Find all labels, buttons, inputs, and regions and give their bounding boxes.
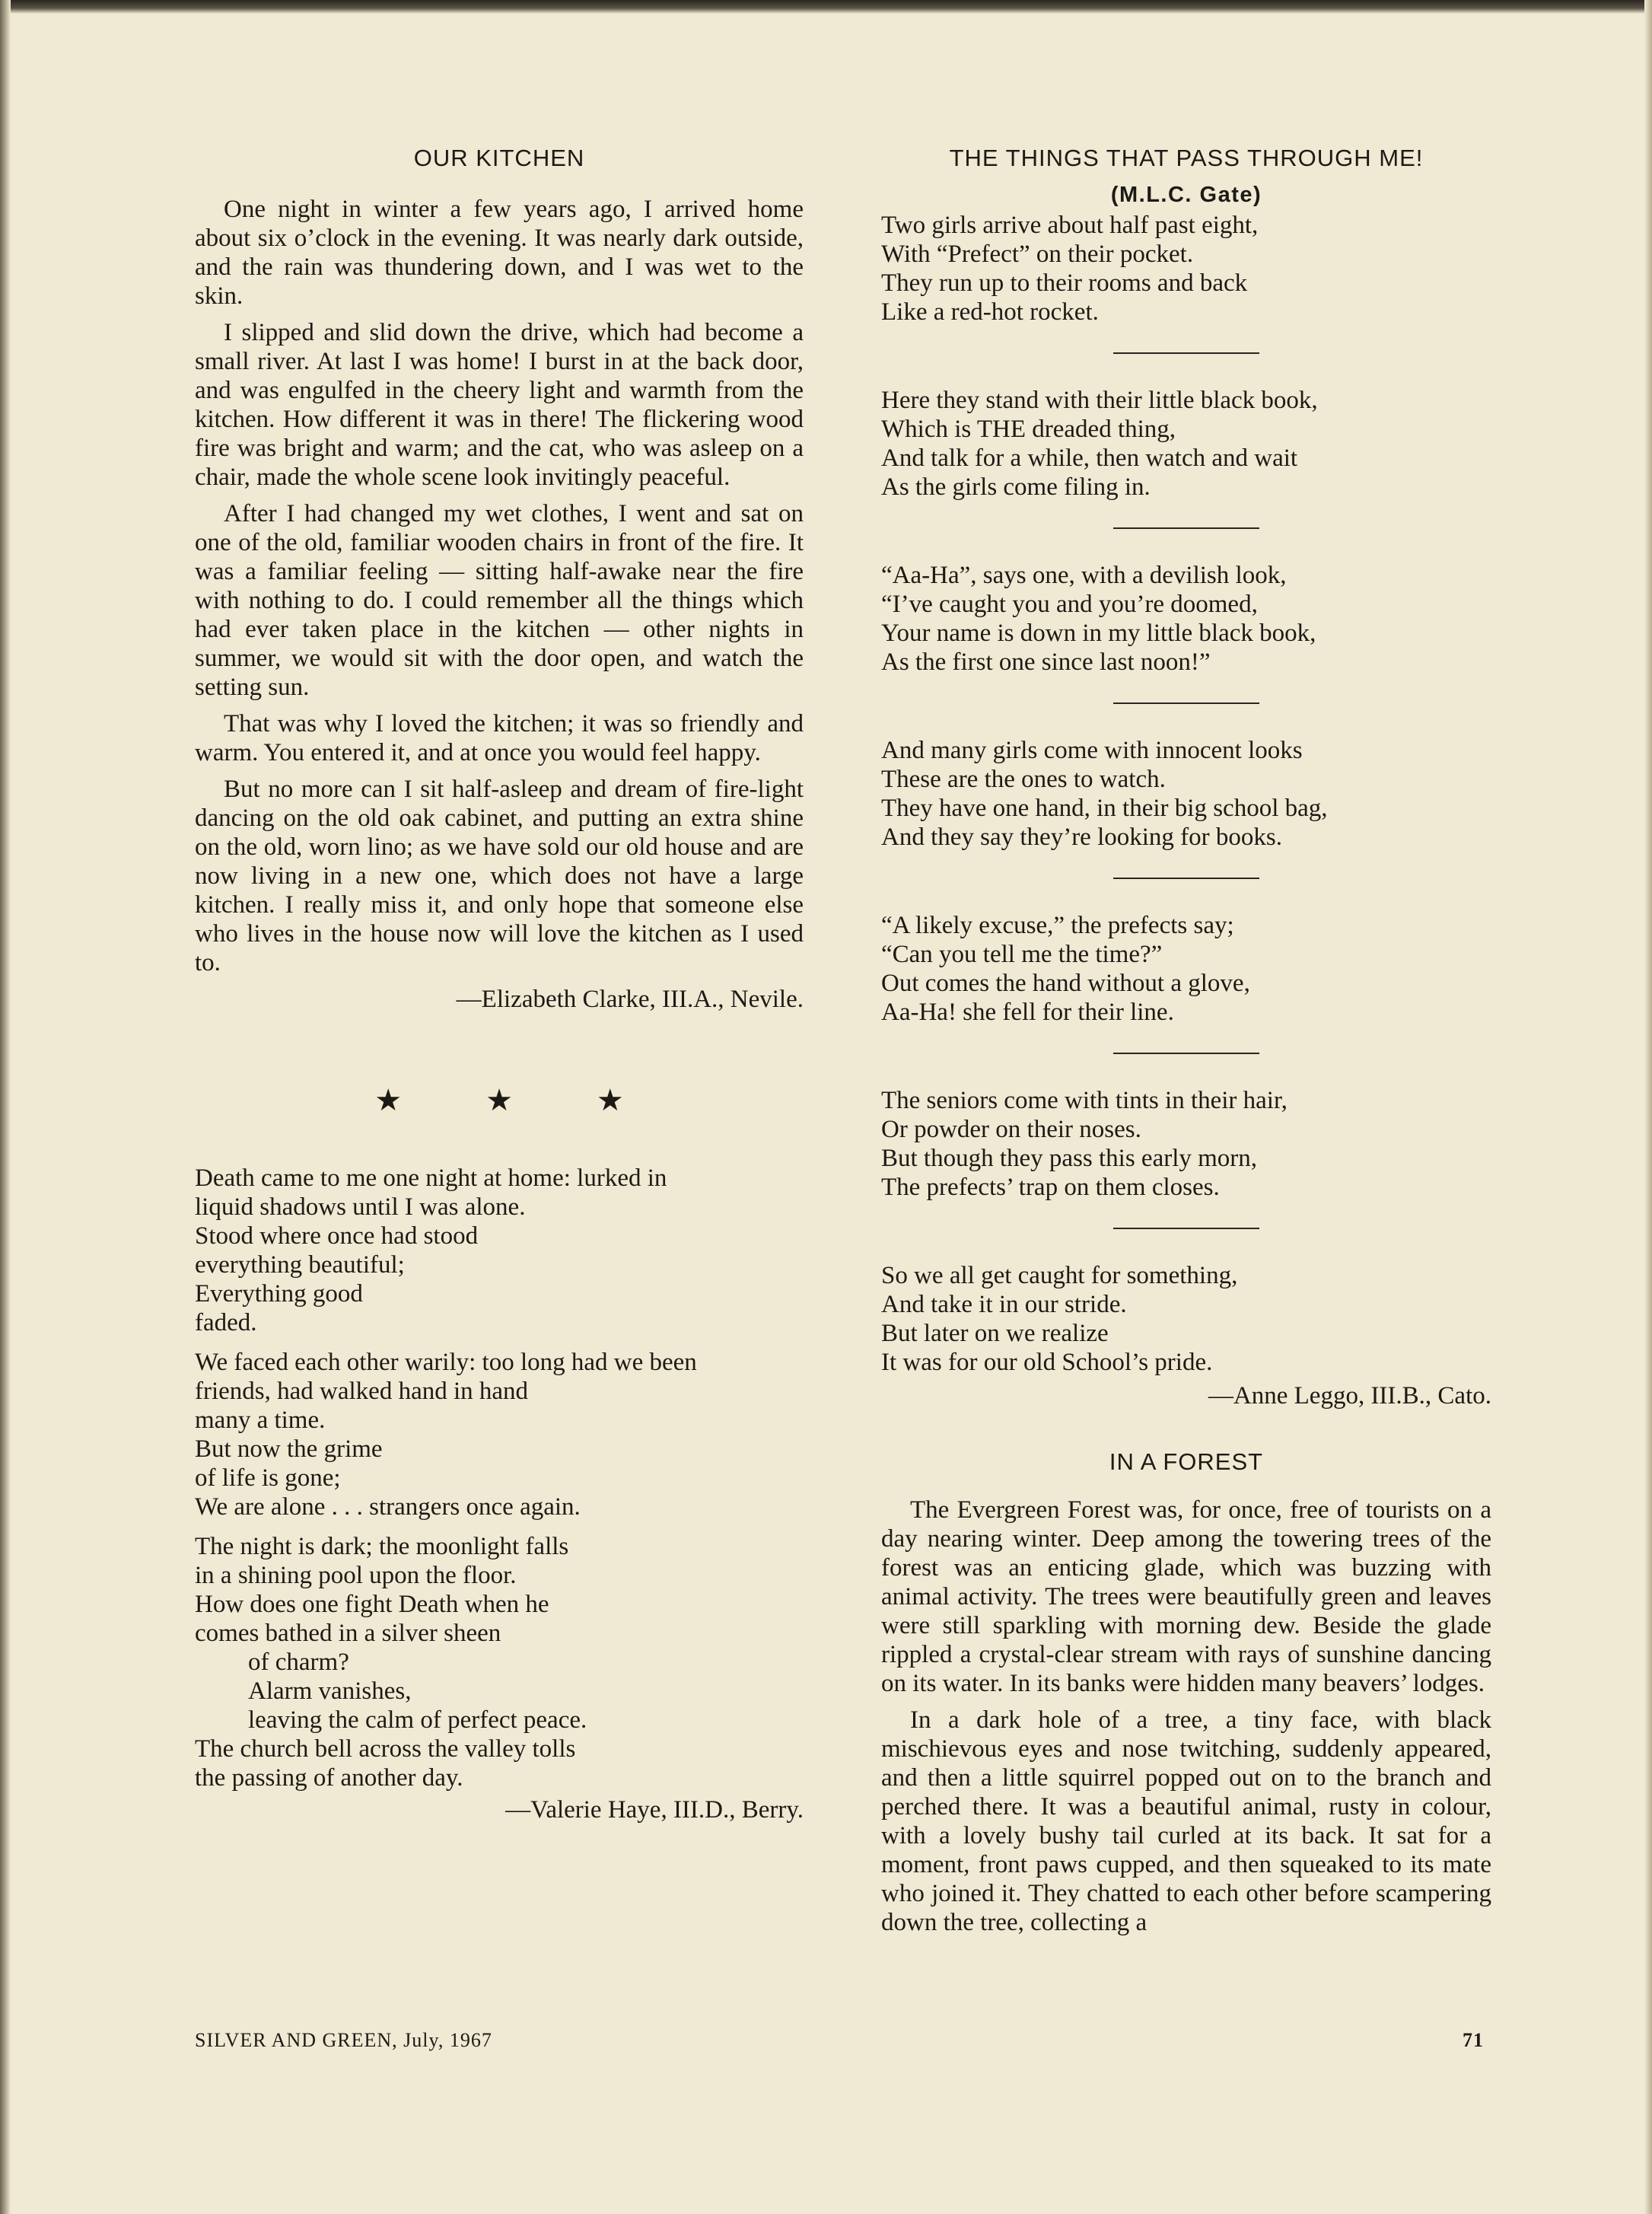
stanza xyxy=(881,561,1491,677)
stanza xyxy=(881,1261,1491,1377)
poem-line: Stood where once had stood xyxy=(195,1222,479,1250)
poem-line: “I’ve caught you and you’re doomed, xyxy=(881,591,1258,618)
kitchen-paragraph: But no more can I sit half-asleep and dream of fire-light dancing on the old oak cabinet, and putting an extra shine on the old, worn lino; as we have sold our old house and are now living in a new one, which does not have a large kitchen. I really miss it, and only hope that someone else who lives in the house now will love the kitchen as I used to. xyxy=(195,776,804,976)
kitchen-paragraph: That was why I loved the kitchen; it was so friendly and warm. You entered it, and at once you would feel happy. xyxy=(195,710,804,766)
page-number: 71 xyxy=(1463,2029,1484,2051)
footer-publication: SILVER AND GREEN, July, 1967 xyxy=(195,2029,492,2051)
forest-paragraph: In a dark hole of a tree, a tiny face, with black mischievous eyes and nose twitching, suddenly appeared, and then a little squirrel popped out on to the branch and perched there. It was a beautiful animal, rusty in colour, with a lovely bushy tail curled at its back. It sat for a moment, front paws cupped, and then squeaked to its mate who joined it. They chatted to each other before scampering down the tree, collecting a xyxy=(881,1706,1491,1936)
poem-line: As the girls come filing in. xyxy=(881,473,1151,501)
poem-line: These are the ones to watch. xyxy=(881,766,1166,793)
poem-line: friends, had walked hand in hand xyxy=(195,1378,529,1405)
poem-line: And talk for a while, then watch and wait xyxy=(881,444,1298,472)
poem-line: Here they stand with their little black book, xyxy=(881,387,1318,414)
poem-line: With “Prefect” on their pocket. xyxy=(881,241,1194,268)
poem-line: “A likely excuse,” the prefects say; xyxy=(881,912,1234,939)
death-poem-signature: —Valerie Haye, III.D., Berry. xyxy=(505,1796,804,1824)
stanza-divider xyxy=(1113,352,1259,354)
poem-line: They run up to their rooms and back xyxy=(881,269,1248,297)
stanza xyxy=(881,911,1491,1027)
poem-line: The church bell across the valley tolls xyxy=(195,1735,576,1763)
poem-line: of charm? xyxy=(248,1649,349,1676)
stanza-divider xyxy=(1113,878,1259,879)
poem-line: faded. xyxy=(195,1309,257,1336)
poem-line: How does one fight Death when he xyxy=(195,1591,549,1618)
stanza xyxy=(881,386,1491,502)
poem-line: leaving the calm of perfect peace. xyxy=(248,1706,587,1734)
section-divider-stars xyxy=(195,1082,804,1118)
poem-line: The prefects’ trap on them closes. xyxy=(881,1174,1220,1201)
poem-line: But later on we realize xyxy=(881,1320,1109,1347)
poem-line: Your name is down in my little black book, xyxy=(881,620,1316,647)
kitchen-signature: —Elizabeth Clarke, III.A., Nevile. xyxy=(456,986,804,1013)
stanza-divider xyxy=(1113,527,1259,529)
poem-line: As the first one since last noon!” xyxy=(881,648,1211,676)
poem-line: in a shining pool upon the floor. xyxy=(195,1562,517,1589)
page-edge-right xyxy=(1644,0,1652,2214)
poem-line: But now the grime xyxy=(195,1435,383,1463)
poem-line: They have one hand, in their big school bag, xyxy=(881,795,1328,822)
poem-line: comes bathed in a silver sheen xyxy=(195,1620,501,1647)
stanza xyxy=(881,736,1491,852)
left-column xyxy=(195,145,804,1824)
things-poem-title: THE THINGS THAT PASS THROUGH ME! xyxy=(949,145,1424,171)
poem-line: of life is gone; xyxy=(195,1464,341,1492)
things-poem-signature: —Anne Leggo, III.B., Cato. xyxy=(1208,1382,1491,1410)
forest-paragraph: The Evergreen Forest was, for once, free of tourists on a day nearing winter. Deep among the towering trees of the forest was an enticing glade, which was buzzing with animal activity. The trees were beautifully green and leaves were still sparkling with morning dew. Beside the glade rippled a crystal-clear stream with rays of sunshine dancing on its water. In its banks were hidden many beavers’ lodges. xyxy=(881,1496,1491,1697)
stanza-divider xyxy=(1113,1053,1259,1054)
poem-line: Which is THE dreaded thing, xyxy=(881,416,1176,443)
poem-line: We are alone . . . strangers once again. xyxy=(195,1493,581,1521)
poem-line: many a time. xyxy=(195,1406,326,1434)
poem-line: And take it in our stride. xyxy=(881,1291,1127,1318)
star-icon: ★ xyxy=(485,1083,513,1117)
poem-line: And they say they’re looking for books. xyxy=(881,823,1282,851)
kitchen-paragraph: After I had changed my wet clothes, I went and sat on one of the old, familiar wooden chairs in front of the fire. It was a familiar feeling — sitting half-awake near the fire with nothing to do. I could remember all the things which had ever taken place in the kitchen — other nights in summer, we would sit with the door open, and watch the setting sun. xyxy=(195,500,804,701)
stanza-divider xyxy=(1113,1228,1259,1229)
poem-line: It was for our old School’s pride. xyxy=(881,1349,1213,1376)
poem-line: Aa-Ha! she fell for their line. xyxy=(881,999,1174,1026)
page-edge-left xyxy=(0,0,11,2214)
poem-line: Like a red-hot rocket. xyxy=(881,298,1099,326)
poem-line: “Aa-Ha”, says one, with a devilish look, xyxy=(881,562,1287,589)
poem-line: The seniors come with tints in their hair, xyxy=(881,1087,1288,1114)
poem-line: everything beautiful; xyxy=(195,1251,405,1279)
poem-line: Alarm vanishes, xyxy=(248,1677,412,1705)
kitchen-paragraph: One night in winter a few years ago, I arrived home about six o’clock in the evening. It was nearly dark outside, and the rain was thundering down, and I was wet to the skin. xyxy=(195,196,804,310)
stanza xyxy=(881,1086,1491,1202)
poem-line: But though they pass this early morn, xyxy=(881,1145,1258,1172)
poem-line: the passing of another day. xyxy=(195,1764,463,1792)
poem-line: Death came to me one night at home: lurked in xyxy=(195,1164,667,1192)
kitchen-paragraph: I slipped and slid down the drive, which had become a small river. At last I was home! I burst in at the back door, and was engulfed in the cheery light and warmth from the kitchen. How different it was in there! The flickering wood fire was bright and warm; and the cat, who was asleep on a chair, made the whole scene look invitingly peaceful. xyxy=(195,319,804,491)
poem-line: And many girls come with innocent looks xyxy=(881,737,1303,764)
things-poem-subtitle: (M.L.C. Gate) xyxy=(1110,183,1262,207)
star-icon: ★ xyxy=(596,1083,624,1117)
our-kitchen-title: OUR KITCHEN xyxy=(413,145,585,171)
poem-line: Everything good xyxy=(195,1280,363,1308)
page-edge-top xyxy=(0,0,1652,14)
death-poem xyxy=(195,1164,804,1824)
poem-line: The night is dark; the moonlight falls xyxy=(195,1533,569,1560)
poem-line: Two girls arrive about half past eight, xyxy=(881,212,1259,239)
in-a-forest-title: IN A FOREST xyxy=(1109,1448,1264,1475)
star-icon: ★ xyxy=(374,1083,403,1117)
right-column xyxy=(881,145,1491,1945)
poem-line: We faced each other warily: too long had we been xyxy=(195,1349,697,1376)
poem-line: liquid shadows until I was alone. xyxy=(195,1193,526,1221)
stanza-divider xyxy=(1113,702,1259,704)
poem-line: So we all get caught for something, xyxy=(881,1262,1238,1289)
poem-line: Out comes the hand without a glove, xyxy=(881,970,1250,997)
poem-line: “Can you tell me the time?” xyxy=(881,941,1163,968)
poem-line: Or powder on their noses. xyxy=(881,1116,1141,1143)
stanza xyxy=(881,211,1491,327)
